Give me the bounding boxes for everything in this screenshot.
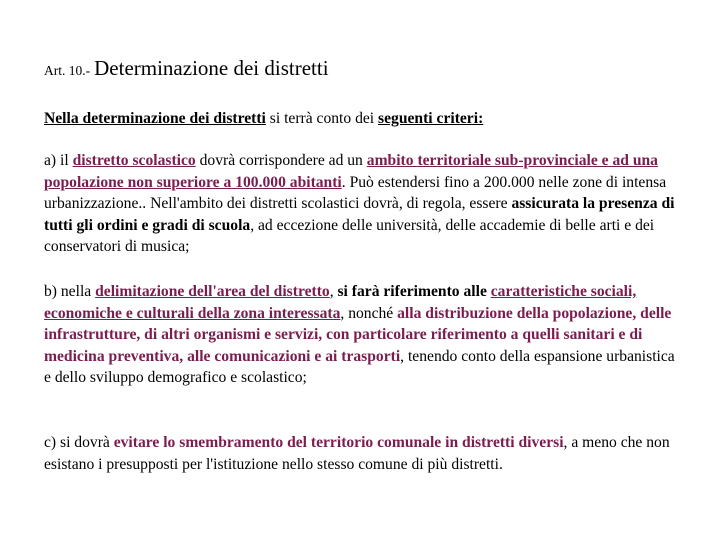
intro-text-1: Nella determinazione dei distretti [44, 110, 266, 127]
para-a-text-5: . Può estendersi fino a 200.000 nelle zone di intensa urbanizzazione.. Nell'ambito dei distretti scolastici dovrà, di regola, essere [44, 173, 667, 212]
intro-text-2: si terrà conto dei [265, 110, 379, 127]
para-b-text-2: delimitazione dell'area del distretto [95, 283, 330, 300]
para-a-text-7: , ad eccezione delle università, delle accademie di belle arti e dei conservatori di musica; [44, 216, 655, 255]
para-c-text-1: c) si dovrà [44, 434, 114, 451]
para-a-text-6: assicurata la presenza di tutti gli ordini e gradi di scuola [44, 195, 675, 234]
para-b-text-5: caratteristiche sociali, economiche e culturali della zona interessata [44, 283, 637, 322]
para-b-text-4: si farà riferimento alle [337, 283, 491, 300]
article-title [44, 56, 329, 81]
para-a-text-2: distretto scolastico [72, 152, 196, 169]
article-number: Art. 10.- [44, 63, 91, 78]
para-b-text-3: , [329, 283, 338, 300]
intro-paragraph [44, 108, 684, 130]
paragraph-b [44, 281, 684, 389]
paragraph-c [44, 432, 684, 475]
para-a-text-1: a) il [44, 152, 73, 169]
para-b-text-1: b) nella [44, 283, 96, 300]
para-a-text-3: dovrà corrispondere ad un [195, 152, 367, 169]
para-c-text-3: , a meno che non esistano i presupposti per l'istituzione nello stesso comune di più distretti. [44, 434, 670, 473]
para-b-text-8: , tenendo conto della espansione urbanistica e dello sviluppo demografico e scolastico; [44, 347, 675, 386]
para-b-text-7: alla distribuzione della popolazione, delle infrastrutture, di altri organismi e servizi, con particolare riferimento a quelli sanitari e di medicina preventiva, alle comunicazioni e ai trasporti [44, 304, 672, 365]
intro-text-3: seguenti criteri: [378, 110, 484, 127]
article-heading: Determinazione dei distretti [94, 56, 329, 80]
para-a-text-4: ambito territoriale sub-provinciale e ad una popolazione non superiore a 100.000 abitanti [44, 152, 658, 191]
para-b-text-6: , nonché [340, 304, 398, 322]
para-c-text-2: evitare lo smembramento del territorio comunale in distretti diversi [113, 434, 564, 451]
paragraph-a [44, 150, 684, 258]
